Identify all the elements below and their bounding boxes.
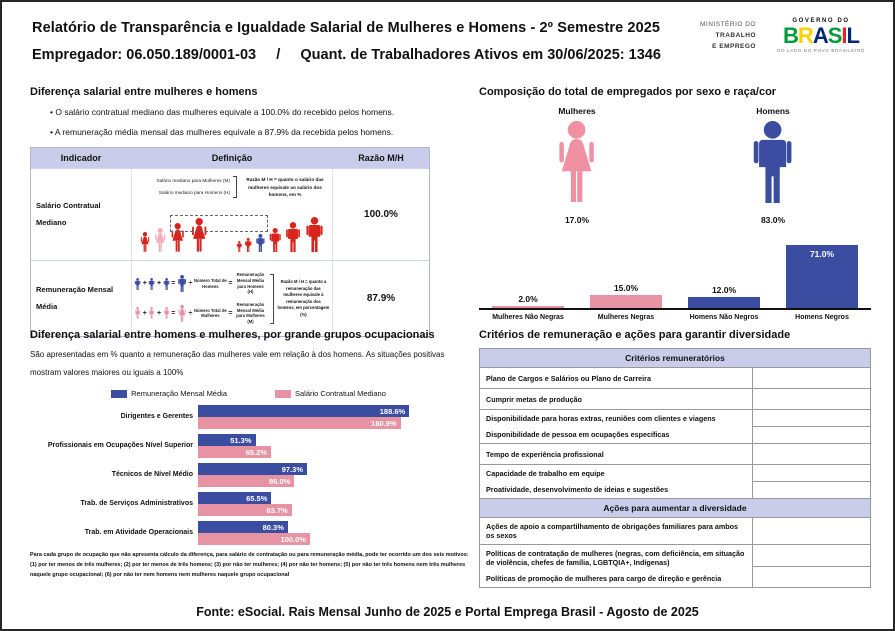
criteria-section-header: Critérios remuneratórios <box>480 349 870 367</box>
table-row <box>31 168 429 260</box>
male-figure-icon <box>268 228 282 252</box>
page-title: Relatório de Transparência e Igualdade Salarial de Mulheres e Homens - 2º Semestre 2025 <box>32 20 661 36</box>
men-percent: 83.0% <box>760 215 786 225</box>
median-definition-text <box>134 175 330 199</box>
occupational-legend <box>30 389 467 398</box>
legend-label: Salário Contratual Mediano <box>295 389 386 398</box>
men-share <box>708 106 838 225</box>
bar <box>198 446 271 458</box>
category-label: Mulheres Não Negras <box>492 314 564 321</box>
indicator-label: Remuneração Mensal Média <box>36 285 114 311</box>
bar-value-label: 80.3% <box>262 522 284 532</box>
bar <box>590 295 662 308</box>
composition-title: Composição do total de empregados por sexo e raça/cor <box>479 86 777 98</box>
criteria-response-cell <box>753 566 870 588</box>
occupational-footnote: Para cada grupo de ocupação que não apresenta cálculo da diferença, para salário de contratação ou para remuneração média, pode ter ocorrido um dos seis motivos:(1) por ter menos de três mulheres; (2) por ter menos de três homens; (3) por não ter mulheres; (4) por não ter homens; (5) por não ter três homens nem três mulheres naquele grupo ocupacional; (6) por não ter nem homens nem mulheres naquele grupo ocupacional <box>30 552 469 579</box>
ratio-value: 100.0% <box>364 209 398 220</box>
criteria-item-label: Proatividade, desenvolvimento de ideias e sugestões <box>486 485 669 494</box>
bar-pair <box>198 521 310 545</box>
bar <box>198 533 310 545</box>
bar-value-label: 51.3% <box>230 435 252 445</box>
criteria-row <box>480 464 870 498</box>
criteria-row-labels <box>480 410 752 443</box>
criteria-response-cell <box>753 481 870 498</box>
female-figure-icon <box>177 305 187 322</box>
criteria-item-label: Capacidade de trabalho em equipe <box>486 469 605 478</box>
men-label: Homens <box>756 106 790 116</box>
formula-men <box>134 272 267 295</box>
male-figure-icon <box>255 234 266 252</box>
female-figure-icon <box>163 307 170 319</box>
criteria-row-labels <box>480 465 752 498</box>
criteria-row-labels <box>480 545 752 587</box>
gov-brasil-letter: S <box>827 23 842 48</box>
operator: + <box>142 309 147 317</box>
category-label: Dirigentes e Gerentes <box>120 412 193 420</box>
male-figure-icon <box>134 278 141 290</box>
bar <box>492 306 564 308</box>
criteria-item-label: Disponibilidade para horas extras, reuniões com clientes e viagens <box>486 414 716 423</box>
employer-line: Empregador: 06.050.189/0001-03 / Quant. de Trabalhadores Ativos em 30/06/2025: 1346 <box>32 47 661 63</box>
criteria-response-cell <box>753 410 870 426</box>
bar-pair <box>198 434 271 458</box>
composition-section <box>479 86 871 321</box>
occupational-subtitle: São apresentadas em % quanto a remuneração das mulheres vale em relação à dos homens. As situações positivas mostram valores maiores ou iguais a 100% <box>30 350 445 377</box>
chart-row <box>30 521 467 545</box>
formula-text: Número Total de Mulheres <box>194 307 227 319</box>
indicator-table <box>30 147 430 337</box>
bar-value-label: 65.2% <box>245 447 267 457</box>
bar <box>198 492 271 504</box>
criteria-row <box>480 367 870 388</box>
female-figure-icon <box>148 307 155 319</box>
criteria-response-cells <box>752 410 870 443</box>
category-label: Mulheres Negras <box>597 314 655 321</box>
criteria-item-label: Disponibilidade de pessoa em ocupações específicas <box>486 430 670 439</box>
median-definition-lines <box>134 175 230 199</box>
criteria-response-cells <box>752 444 870 464</box>
criteria-response-cells <box>752 368 870 388</box>
bracket-shape <box>270 274 274 324</box>
operator: ÷ <box>188 309 193 317</box>
chart-row <box>30 463 467 487</box>
criteria-response-cells <box>752 545 870 587</box>
criteria-item-label: Plano de Cargos e Salários ou Plano de Carreira <box>486 373 651 383</box>
female-figure-icon <box>139 232 151 252</box>
mean-ratio-note: Razão M / H = quanto a remuneração das mulheres equivale à remuneração dos homens, em porcentagem (%) <box>277 279 330 317</box>
category-label: Homens Negros <box>795 314 849 321</box>
occupational-section <box>30 329 467 581</box>
bar-value-label: 2.0% <box>518 294 538 304</box>
male-figure-icon <box>148 278 155 290</box>
criteria-response-cell <box>753 444 870 464</box>
criteria-response-cells <box>752 389 870 409</box>
definition-diagram-mean <box>131 261 333 336</box>
composition-bars <box>479 238 871 310</box>
bar-value-label: 86.0% <box>269 476 291 486</box>
gov-brasil-letter: R <box>797 23 813 48</box>
chart-row <box>30 405 467 429</box>
chart-row <box>30 492 467 516</box>
men-icon-large <box>748 121 797 208</box>
definition-diagram-median <box>131 169 333 260</box>
male-figure-icon <box>284 222 302 252</box>
bar-value-label: 83.7% <box>266 505 288 515</box>
gov-brasil-letter: L <box>846 23 859 48</box>
criteria-response-cell <box>753 465 870 481</box>
operator: = <box>228 309 233 317</box>
legend-item <box>111 389 227 398</box>
criteria-response-cell <box>753 368 870 388</box>
criteria-row-labels <box>480 389 752 409</box>
occupational-title: Diferença salarial entre homens e mulheres, por grande grupos ocupacionais <box>30 329 435 341</box>
report-header <box>32 12 871 63</box>
column-header: Razão M/H <box>358 153 404 163</box>
formula-text: Remuneração Mensal Média para Homens (H) <box>236 272 265 295</box>
bar-value-label: 180.9% <box>371 418 397 428</box>
bar-value-label: 97.3% <box>281 464 303 474</box>
mean-definition-content <box>134 265 330 332</box>
bracket-shape <box>233 176 237 198</box>
criteria-response-cell <box>753 545 870 566</box>
criteria-section <box>479 329 871 588</box>
bar-pair <box>198 492 292 516</box>
operator: = <box>171 280 176 288</box>
composition-bar-slot <box>479 294 577 308</box>
female-figure-icon <box>134 307 141 319</box>
median-women-line: Salário mediano para Mulheres (M) <box>156 178 230 183</box>
pay-gap-title: Diferença salarial entre mulheres e homens <box>30 86 258 98</box>
women-icon-large <box>552 121 601 208</box>
operator: = <box>228 280 233 288</box>
median-figures <box>134 202 330 252</box>
column-header: Definição <box>211 153 253 163</box>
ministry-line: E EMPREGO <box>712 43 756 51</box>
criteria-item-label: Políticas de promoção de mulheres para cargo de direção e gerência <box>486 574 722 583</box>
criteria-title: Critérios de remuneração e ações para garantir diversidade <box>479 329 791 341</box>
criteria-row <box>480 388 870 409</box>
female-figure-icon <box>552 121 601 203</box>
bar-value-label: 188.6% <box>379 406 406 416</box>
header-logos <box>700 12 871 53</box>
bar <box>198 434 256 446</box>
gov-brasil-letter: I <box>841 23 847 48</box>
criteria-row <box>480 409 870 443</box>
category-label: Homens Não Negros <box>689 314 759 321</box>
criteria-item-label: Tempo de experiência profissional <box>486 449 604 459</box>
gov-brasil-wordmark <box>771 24 871 47</box>
criteria-response-cell <box>753 426 870 443</box>
bar-value-label: 15.0% <box>613 282 639 293</box>
occupational-chart-rows <box>30 405 467 545</box>
indicator-table-header <box>31 148 429 168</box>
male-figure-icon <box>177 275 187 292</box>
bar-value-label: 65.5% <box>246 493 268 503</box>
category-label: Trab. em Atividade Operacionais <box>84 528 193 536</box>
male-figure-icon <box>163 278 170 290</box>
bar-value-label: 12.0% <box>711 285 737 296</box>
dashed-connector <box>170 215 268 232</box>
source-footer: Fonte: eSocial. Rais Mensal Junho de 2025 e Portal Emprega Brasil - Agosto de 2025 <box>196 605 699 619</box>
bar-value-label: 100.0% <box>280 534 306 544</box>
criteria-item-label: Cumprir metas de produção <box>486 394 582 404</box>
header-titles <box>32 12 661 63</box>
bar <box>198 521 288 533</box>
composition-bar-slot <box>773 245 871 308</box>
column-header: Indicador <box>60 153 102 163</box>
governo-do-brasil-logo <box>771 18 871 53</box>
criteria-response-cell <box>753 518 870 544</box>
women-label: Mulheres <box>558 106 596 116</box>
table-row <box>31 260 429 336</box>
criteria-row-labels <box>480 444 752 464</box>
legend-item <box>275 389 386 398</box>
composition-bar-slot <box>577 283 675 308</box>
bar <box>688 297 760 308</box>
operator: + <box>156 309 162 317</box>
operator: ÷ <box>188 280 193 288</box>
composition-chart <box>479 238 871 321</box>
bar-pair <box>198 405 409 429</box>
gov-brasil-letter: A <box>812 23 828 48</box>
median-men-line: Salário mediano para Homens (H) <box>158 190 230 196</box>
criteria-table <box>479 348 871 588</box>
criteria-item-label: Ações de apoio a compartilhamento de obrigações familiares para ambos os sexos <box>486 522 739 540</box>
male-figure-icon <box>304 217 325 252</box>
formula-women <box>134 302 267 325</box>
criteria-response-cells <box>752 518 870 544</box>
composition-categories <box>479 310 871 321</box>
criteria-row <box>480 544 870 587</box>
category-label: Trab. de Serviços Administrativos <box>80 499 193 507</box>
ratio-value: 87.9% <box>366 293 396 304</box>
operator: + <box>142 280 147 288</box>
gov-brasil-letter: B <box>783 23 798 48</box>
bar-value-label: 71.0% <box>809 248 835 259</box>
criteria-response-cell <box>753 389 870 409</box>
bar <box>786 245 858 308</box>
formula-text: Remuneração Mensal Média para Mulheres (M) <box>236 302 265 325</box>
bar <box>198 504 292 516</box>
criteria-row-labels <box>480 518 752 544</box>
ministry-logo <box>700 19 756 52</box>
criteria-response-cells <box>752 465 870 498</box>
bar <box>198 463 307 475</box>
indicator-label: Salário Contratual Mediano <box>36 201 101 227</box>
ministry-line: MINISTÉRIO DO <box>700 20 756 28</box>
legend-swatch <box>111 390 127 398</box>
women-percent: 17.0% <box>564 215 590 225</box>
formula-text: Número Total de Homens <box>194 277 227 289</box>
criteria-item-label: Políticas de contratação de mulheres (negras, com deficiência, em situação de violência, chefes de família, LGBTQIA+, Indígenas) <box>486 549 745 567</box>
gender-split <box>479 106 871 225</box>
pay-gap-section <box>30 86 430 337</box>
composition-bar-slot <box>675 285 773 308</box>
legend-swatch <box>275 390 291 398</box>
category-label: Profissionais em Ocupações Nível Superior <box>47 441 193 449</box>
bullet-item: • A remuneração média mensal das mulheres equivale a 87.9% da recebida pelos homens. <box>50 127 430 137</box>
chart-row <box>30 434 467 458</box>
bar <box>198 475 294 487</box>
mean-formulas <box>134 272 267 324</box>
male-figure-icon <box>748 121 797 203</box>
ministry-line: TRABALHO <box>715 32 756 40</box>
bar <box>198 405 409 417</box>
gov-logo-top-text: GOVERNO DO <box>792 18 850 24</box>
male-figure-icon <box>236 241 243 252</box>
male-figure-icon <box>244 238 252 252</box>
pay-gap-bullets <box>50 107 430 137</box>
bar-pair <box>198 463 307 487</box>
category-label: Técnicos de Nível Médio <box>111 470 193 478</box>
criteria-section-header: Ações para aumentar a diversidade <box>480 498 870 517</box>
criteria-row <box>480 443 870 464</box>
female-figure-icon <box>153 228 167 252</box>
women-share <box>512 106 642 225</box>
operator: + <box>156 280 162 288</box>
operator: = <box>171 309 176 317</box>
bullet-item: • O salário contratual mediano das mulheres equivale a 100.0% do recebido pelos homens. <box>50 107 430 117</box>
criteria-row <box>480 517 870 544</box>
gov-logo-bottom-text: DO LADO DO POVO BRASILEIRO <box>777 48 865 54</box>
median-ratio-note: Razão M / H = quanto o salário das mulheres equivale ao salário dos homens, em % <box>246 177 324 197</box>
criteria-row-labels <box>480 368 752 388</box>
bar <box>198 417 401 429</box>
legend-label: Remuneração Mensal Média <box>131 389 227 398</box>
